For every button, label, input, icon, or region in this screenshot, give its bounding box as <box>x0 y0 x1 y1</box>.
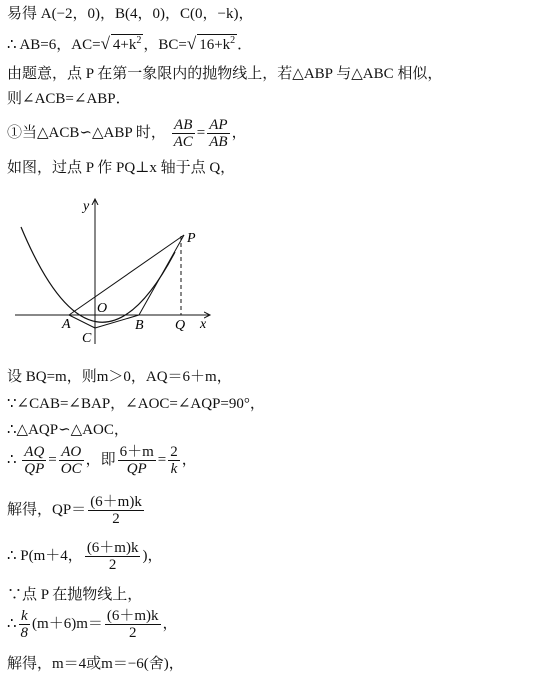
sqrt-sign: √ <box>100 34 110 53</box>
fraction-ap-ab <box>207 117 229 150</box>
segment-bc <box>95 315 139 328</box>
fraction-numerator: AP <box>209 117 228 134</box>
fraction-numerator: 6＋m <box>119 444 154 461</box>
fraction-denominator: AB <box>209 134 228 151</box>
sqrt-radicand-2: $16+k^2$ <box>199 35 236 53</box>
line-2-prefix: ∴ AB=6，AC= <box>7 37 101 53</box>
line-14-mid: (m＋6)m＝ <box>32 616 103 632</box>
line-12-prefix: ∴ P(m＋4， <box>7 548 83 564</box>
text-line-9: ∴△AQP∽△AOC， <box>7 422 129 438</box>
fraction-denominator: 2 <box>88 510 144 527</box>
sqrt-radicand-1: $4+k^2$ <box>112 35 142 53</box>
fraction-k-8 <box>19 608 31 641</box>
fraction-qp-value <box>88 494 144 527</box>
fraction-numerator: AO <box>61 444 82 461</box>
radicand-1-text: 4+k <box>112 37 137 53</box>
fraction-denominator: k <box>168 460 180 477</box>
fraction-numerator: k <box>20 608 28 625</box>
therefore-sign: ∴ <box>7 616 17 632</box>
sqrt-sign: √ <box>186 34 197 53</box>
label-a: A <box>62 317 71 332</box>
fraction-denominator: QP <box>24 461 45 478</box>
label-b: B <box>135 318 144 333</box>
text-line-7: 设 BQ=m，则m＞0，AQ＝6＋m， <box>7 369 232 385</box>
fraction-p-y <box>85 540 141 573</box>
text-line-4: 则∠ACB=∠ABP． <box>7 91 131 107</box>
text-line-15: 解得，m＝4或m＝−6(舍)， <box>7 656 184 672</box>
fraction-denominator: 2 <box>105 624 161 641</box>
text-line-11 <box>7 492 146 528</box>
label-p: P <box>187 231 196 246</box>
fraction-denominator: 8 <box>20 625 29 642</box>
text-line-5 <box>7 116 247 150</box>
segment-bp <box>139 235 184 315</box>
fraction-numerator: AB <box>174 117 193 134</box>
text-line-12 <box>7 538 162 574</box>
line-12-end: )， <box>142 548 163 564</box>
fraction-6m-qp <box>118 444 156 477</box>
text-line-14 <box>7 606 178 642</box>
parabola-figure <box>10 194 220 352</box>
segment-ap <box>69 235 184 315</box>
text-line-2 <box>7 34 252 55</box>
fraction-numerator: (6＋m)k <box>90 494 142 511</box>
line-5-prefix: ①当△ACB∽△ABP 时， <box>7 125 166 141</box>
text-line-13: ∵点 P 在抛物线上， <box>7 587 143 603</box>
fraction-denominator: QP <box>118 460 156 477</box>
label-o: O <box>97 301 108 316</box>
line-2-end: ． <box>237 37 253 53</box>
text-line-8: ∵∠CAB=∠BAP，∠AOC=∠AQP=90°， <box>7 396 265 412</box>
fraction-ao-oc <box>59 444 84 477</box>
text-line-1: 易得 A(−2，0)，B(4，0)，C(0，−k)， <box>7 6 254 22</box>
fraction-numerator: AQ <box>24 444 45 461</box>
fraction-denominator: 2 <box>85 556 141 573</box>
fraction-numerator: (6＋m)k <box>86 540 139 557</box>
fraction-denominator: AC <box>173 134 193 151</box>
equals-sign: = <box>196 125 206 141</box>
fraction-2-k <box>168 444 180 477</box>
line-10-mid: ，即 <box>85 452 116 468</box>
line-2-mid: ，BC= <box>143 37 187 53</box>
text-line-10: ∴ $\frac{AQ}{QP}$ = $\frac{AO}{OC}$ ，即 $\frac{6+m}{QP}$ = $\frac{2}{k}$ ， <box>7 444 197 478</box>
text-line-3: 由题意，点 P 在第一象限内的抛物线上，若△ABP 与△ABC 相似， <box>7 66 443 82</box>
label-y: y <box>83 199 90 214</box>
fraction-ab-ac <box>172 117 195 150</box>
label-x: x <box>200 317 207 332</box>
therefore-sign: ∴ <box>7 452 17 468</box>
label-q: Q <box>175 318 186 333</box>
line-14-end: ， <box>162 616 178 632</box>
line-5-end: ， <box>231 125 247 141</box>
text-line-6: 如图，过点 P 作 PQ⊥x 轴于点 Q， <box>7 160 236 176</box>
radicand-2-text: 16+k <box>199 37 231 53</box>
fraction-numerator: 2 <box>170 444 178 461</box>
label-c: C <box>82 331 92 346</box>
line-10-end: ， <box>181 452 197 468</box>
fraction-numerator: (6＋m)k <box>106 608 159 625</box>
fraction-denominator: OC <box>60 461 82 478</box>
line-11-prefix: 解得，QP＝ <box>7 502 87 518</box>
fraction-aq-qp <box>22 444 46 477</box>
fraction-6mk-2 <box>105 608 161 641</box>
